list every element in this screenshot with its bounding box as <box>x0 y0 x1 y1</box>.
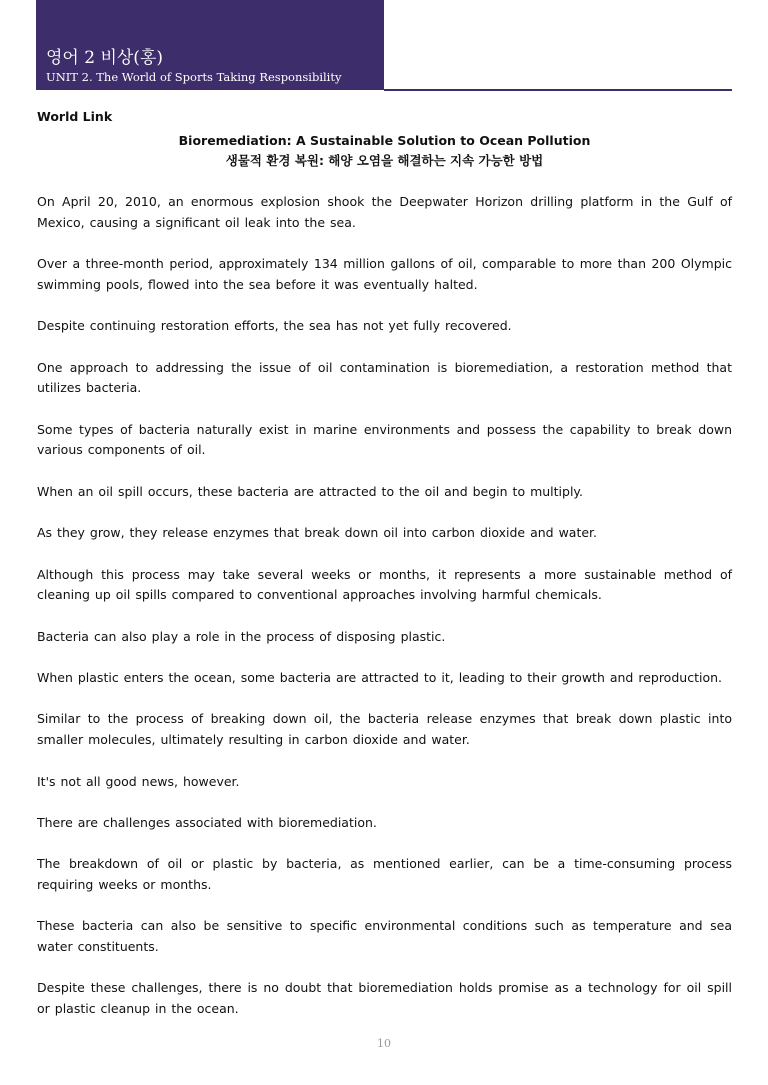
paragraph: Some types of bacteria naturally exist in marine environments and possess the capability to break down various components of oil. <box>37 421 732 458</box>
paragraph: On April 20, 2010, an enormous explosion shook the Deepwater Horizon drilling platform in the Gulf of Mexico, causing a significant oil leak into the sea. <box>37 194 732 230</box>
header-banner <box>36 0 384 90</box>
paragraph: Bacteria can also play a role in the process of disposing plastic. <box>37 628 446 644</box>
paragraph: When plastic enters the ocean, some bacteria are attracted to it, leading to their growth and reproduction. <box>37 670 722 686</box>
paragraph: It's not all good news, however. <box>37 773 240 789</box>
header-title: 영어 2 비상(홍) <box>46 48 163 68</box>
paragraph: One approach to addressing the issue of oil contamination is bioremediation, a restoration method that utilizes bacteria. <box>37 359 732 396</box>
section-label: World Link <box>37 109 113 124</box>
article-body <box>37 107 732 1041</box>
page-number: 10 <box>377 1037 391 1050</box>
paragraph: As they grow, they release enzymes that break down oil into carbon dioxide and water. <box>37 525 598 541</box>
header-divider <box>384 89 732 91</box>
paragraph: Although this process may take several weeks or months, it represents a more sustainable method of cleaning up oil spills compared to conventional approaches involving harmful chemicals. <box>37 566 732 603</box>
article-title-english: Bioremediation: A Sustainable Solution to Ocean Pollution <box>178 133 591 148</box>
header-subtitle: UNIT 2. The World of Sports Taking Responsibility <box>46 70 342 84</box>
paragraph: The breakdown of oil or plastic by bacteria, as mentioned earlier, can be a time-consuming process requiring weeks or months. <box>37 856 732 892</box>
article-title-korean: 생물적 환경 복원: 해양 오염을 해결하는 지속 가능한 방법 <box>225 153 544 168</box>
paragraph: These bacteria can also be sensitive to specific environmental conditions such as temperature and sea water constituents. <box>37 918 732 955</box>
paragraph: Similar to the process of breaking down oil, the bacteria release enzymes that break down plastic into smaller molecules, ultimately resulting in carbon dioxide and water. <box>37 711 732 748</box>
paragraph: Over a three-month period, approximately 134 million gallons of oil, comparable to more than 200 Olympic swimming pools, flowed into the sea before it was eventually halted. <box>37 256 732 292</box>
paragraph: Despite these challenges, there is no doubt that bioremediation holds promise as a technology for oil spill or plastic cleanup in the ocean. <box>37 980 732 1017</box>
paragraph: Despite continuing restoration efforts, the sea has not yet fully recovered. <box>37 318 512 334</box>
paragraph: When an oil spill occurs, these bacteria are attracted to the oil and begin to multiply. <box>37 483 584 499</box>
paragraph: There are challenges associated with bioremediation. <box>37 814 377 830</box>
